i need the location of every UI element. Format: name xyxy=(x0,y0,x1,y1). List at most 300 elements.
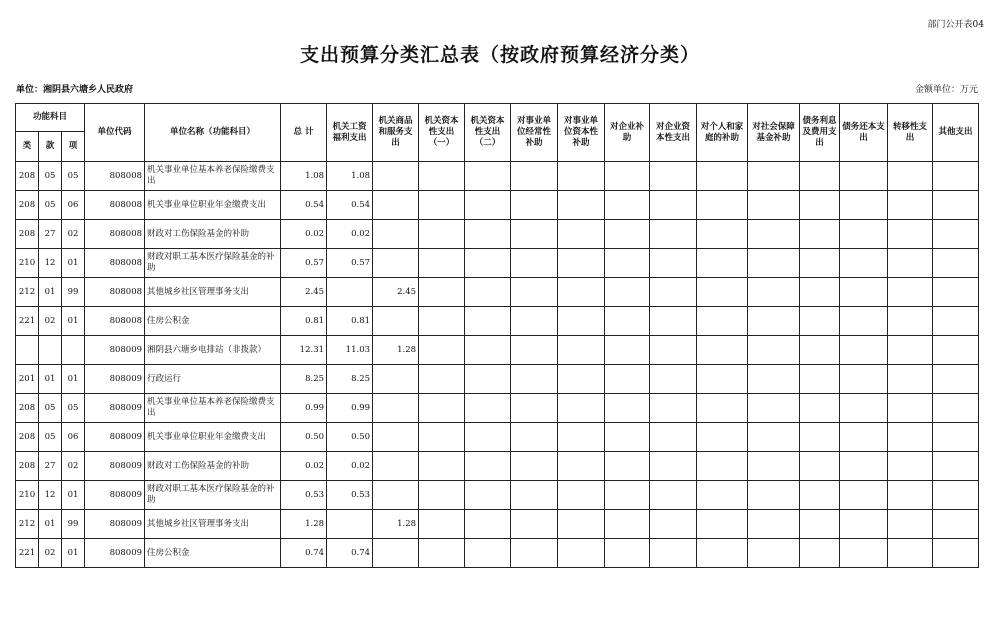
header-c5: 对事业单位经常性补助 xyxy=(511,104,558,162)
table-row xyxy=(16,394,979,423)
cell-c12 xyxy=(840,162,888,191)
cell-c8 xyxy=(650,336,697,365)
table-row xyxy=(16,452,979,481)
cell-c5 xyxy=(511,307,558,336)
table-row xyxy=(16,365,979,394)
cell-c13 xyxy=(888,423,933,452)
cell-c14 xyxy=(933,481,979,510)
cell-c14 xyxy=(933,336,979,365)
unit-name-text: 机关事业单位职业年金缴费支出 xyxy=(147,431,267,442)
cell-xiang: 01 xyxy=(62,481,85,510)
cell-c12 xyxy=(840,220,888,249)
cell-xiang: 05 xyxy=(62,394,85,423)
cell-c5 xyxy=(511,220,558,249)
cell-c11 xyxy=(800,162,840,191)
cell-c1: 0.74 xyxy=(327,539,373,568)
unit-name-text: 机关事业单位基本养老保险缴费支出 xyxy=(147,397,275,418)
cell-c4 xyxy=(465,336,511,365)
cell-total: 0.02 xyxy=(281,452,327,481)
cell-c10 xyxy=(748,278,800,307)
cell-total: 0.99 xyxy=(281,394,327,423)
cell-c4 xyxy=(465,307,511,336)
cell-total: 1.08 xyxy=(281,162,327,191)
cell-c7 xyxy=(605,220,650,249)
cell-unit-code: 808009 xyxy=(85,336,145,365)
cell-c3 xyxy=(419,365,465,394)
cell-c14 xyxy=(933,220,979,249)
table-row xyxy=(16,510,979,539)
cell-xiang: 06 xyxy=(62,191,85,220)
cell-c11 xyxy=(800,278,840,307)
cell-c3 xyxy=(419,510,465,539)
cell-c12 xyxy=(840,307,888,336)
cell-c10 xyxy=(748,452,800,481)
cell-unit-name xyxy=(145,510,281,539)
cell-c14 xyxy=(933,423,979,452)
cell-c5 xyxy=(511,394,558,423)
cell-unit-name xyxy=(145,220,281,249)
cell-c8 xyxy=(650,539,697,568)
cell-c6 xyxy=(558,249,605,278)
cell-c5 xyxy=(511,510,558,539)
unit-name-text: 机关事业单位基本养老保险缴费支出 xyxy=(147,165,275,186)
cell-c13 xyxy=(888,510,933,539)
cell-unit-name xyxy=(145,394,281,423)
cell-c3 xyxy=(419,452,465,481)
cell-c4 xyxy=(465,249,511,278)
cell-unit-name xyxy=(145,249,281,278)
cell-unit-code: 808009 xyxy=(85,452,145,481)
cell-c11 xyxy=(800,191,840,220)
cell-xiang xyxy=(62,336,85,365)
cell-c13 xyxy=(888,336,933,365)
cell-c10 xyxy=(748,162,800,191)
cell-c1: 8.25 xyxy=(327,365,373,394)
cell-c7 xyxy=(605,278,650,307)
cell-lei: 221 xyxy=(16,539,39,568)
header-c8: 对企业资本性支出 xyxy=(650,104,697,162)
cell-c1: 0.02 xyxy=(327,220,373,249)
cell-c7 xyxy=(605,307,650,336)
cell-c4 xyxy=(465,191,511,220)
cell-c2: 1.28 xyxy=(373,510,419,539)
unit-name-text: 财政对职工基本医疗保险基金的补助 xyxy=(147,484,275,505)
unit-name-text: 财政对工伤保险基金的补助 xyxy=(147,460,250,471)
cell-c5 xyxy=(511,423,558,452)
header-xiang: 项 xyxy=(62,132,85,162)
header-func-subject: 功能科目 xyxy=(16,104,85,132)
unit-name-text: 财政对职工基本医疗保险基金的补助 xyxy=(147,252,275,273)
cell-c13 xyxy=(888,365,933,394)
cell-unit-code: 808008 xyxy=(85,162,145,191)
cell-c13 xyxy=(888,191,933,220)
cell-xiang: 01 xyxy=(62,365,85,394)
cell-c5 xyxy=(511,278,558,307)
cell-xiang: 99 xyxy=(62,278,85,307)
cell-kuan: 27 xyxy=(39,220,62,249)
cell-c6 xyxy=(558,220,605,249)
cell-c7 xyxy=(605,510,650,539)
cell-c14 xyxy=(933,365,979,394)
unit-name-text: 其他城乡社区管理事务支出 xyxy=(147,518,250,529)
cell-c9 xyxy=(697,220,748,249)
cell-c1: 0.50 xyxy=(327,423,373,452)
cell-c8 xyxy=(650,510,697,539)
cell-c10 xyxy=(748,481,800,510)
header-unit-code: 单位代码 xyxy=(85,104,145,162)
cell-c3 xyxy=(419,394,465,423)
cell-c12 xyxy=(840,336,888,365)
cell-unit-code: 808009 xyxy=(85,394,145,423)
cell-total: 0.53 xyxy=(281,481,327,510)
cell-c8 xyxy=(650,278,697,307)
cell-c1: 0.57 xyxy=(327,249,373,278)
cell-c9 xyxy=(697,539,748,568)
cell-total: 0.74 xyxy=(281,539,327,568)
cell-kuan: 27 xyxy=(39,452,62,481)
cell-unit-name xyxy=(145,539,281,568)
cell-c14 xyxy=(933,162,979,191)
table-row xyxy=(16,336,979,365)
cell-lei: 212 xyxy=(16,278,39,307)
cell-lei: 212 xyxy=(16,510,39,539)
cell-total: 0.50 xyxy=(281,423,327,452)
cell-kuan xyxy=(39,336,62,365)
cell-c6 xyxy=(558,510,605,539)
cell-unit-name xyxy=(145,278,281,307)
cell-c1: 0.54 xyxy=(327,191,373,220)
cell-c7 xyxy=(605,481,650,510)
cell-kuan: 02 xyxy=(39,539,62,568)
cell-c13 xyxy=(888,278,933,307)
cell-c10 xyxy=(748,220,800,249)
cell-c2: 1.28 xyxy=(373,336,419,365)
unit-label: 单位：湘阴县六塘乡人民政府 xyxy=(16,85,134,95)
cell-c14 xyxy=(933,539,979,568)
cell-c9 xyxy=(697,249,748,278)
cell-c4 xyxy=(465,394,511,423)
unit-name-text: 行政运行 xyxy=(147,373,182,384)
unit-name-text: 住房公积金 xyxy=(147,547,190,558)
cell-c6 xyxy=(558,191,605,220)
table-row xyxy=(16,539,979,568)
cell-xiang: 05 xyxy=(62,162,85,191)
cell-c8 xyxy=(650,191,697,220)
cell-c3 xyxy=(419,423,465,452)
cell-c11 xyxy=(800,510,840,539)
cell-c7 xyxy=(605,191,650,220)
cell-c11 xyxy=(800,423,840,452)
cell-c9 xyxy=(697,278,748,307)
cell-c4 xyxy=(465,539,511,568)
header-kuan: 款 xyxy=(39,132,62,162)
cell-unit-name xyxy=(145,365,281,394)
unit-name-text: 机关事业单位职业年金缴费支出 xyxy=(147,199,267,210)
cell-c7 xyxy=(605,249,650,278)
cell-c6 xyxy=(558,452,605,481)
cell-c5 xyxy=(511,249,558,278)
cell-c6 xyxy=(558,162,605,191)
cell-total: 0.54 xyxy=(281,191,327,220)
header-c13: 转移性支出 xyxy=(888,104,933,162)
cell-c1: 0.02 xyxy=(327,452,373,481)
form-number: 部门公开表04 xyxy=(927,20,984,30)
cell-c3 xyxy=(419,539,465,568)
cell-unit-code: 808009 xyxy=(85,481,145,510)
cell-c6 xyxy=(558,336,605,365)
cell-unit-code: 808008 xyxy=(85,278,145,307)
header-c10: 对社会保障基金补助 xyxy=(748,104,800,162)
cell-c8 xyxy=(650,162,697,191)
table-row xyxy=(16,220,979,249)
cell-total: 1.28 xyxy=(281,510,327,539)
cell-kuan: 12 xyxy=(39,481,62,510)
cell-c7 xyxy=(605,423,650,452)
cell-lei: 210 xyxy=(16,249,39,278)
cell-unit-name xyxy=(145,191,281,220)
cell-c9 xyxy=(697,423,748,452)
cell-xiang: 99 xyxy=(62,510,85,539)
cell-c12 xyxy=(840,452,888,481)
cell-c13 xyxy=(888,307,933,336)
cell-c11 xyxy=(800,336,840,365)
header-c4: 机关资本性支出（二） xyxy=(465,104,511,162)
cell-c9 xyxy=(697,510,748,539)
cell-c10 xyxy=(748,539,800,568)
cell-c10 xyxy=(748,510,800,539)
cell-c4 xyxy=(465,452,511,481)
cell-unit-code: 808008 xyxy=(85,249,145,278)
cell-c9 xyxy=(697,365,748,394)
cell-c10 xyxy=(748,423,800,452)
cell-c13 xyxy=(888,249,933,278)
cell-c13 xyxy=(888,394,933,423)
cell-c1 xyxy=(327,510,373,539)
unit-name-text: 住房公积金 xyxy=(147,315,190,326)
cell-c13 xyxy=(888,452,933,481)
cell-unit-code: 808009 xyxy=(85,510,145,539)
cell-unit-name xyxy=(145,307,281,336)
cell-c6 xyxy=(558,278,605,307)
cell-c8 xyxy=(650,307,697,336)
cell-c10 xyxy=(748,307,800,336)
cell-c13 xyxy=(888,220,933,249)
header-c3: 机关资本性支出（一） xyxy=(419,104,465,162)
cell-c10 xyxy=(748,191,800,220)
cell-c2 xyxy=(373,162,419,191)
header-lei: 类 xyxy=(16,132,39,162)
cell-c3 xyxy=(419,249,465,278)
cell-c4 xyxy=(465,423,511,452)
cell-c6 xyxy=(558,307,605,336)
cell-c7 xyxy=(605,539,650,568)
cell-c5 xyxy=(511,481,558,510)
cell-c1 xyxy=(327,278,373,307)
cell-xiang: 01 xyxy=(62,307,85,336)
cell-c6 xyxy=(558,539,605,568)
cell-xiang: 02 xyxy=(62,220,85,249)
cell-c1: 0.99 xyxy=(327,394,373,423)
cell-unit-name xyxy=(145,481,281,510)
cell-c8 xyxy=(650,423,697,452)
cell-c3 xyxy=(419,220,465,249)
cell-c7 xyxy=(605,452,650,481)
cell-c11 xyxy=(800,481,840,510)
cell-c4 xyxy=(465,365,511,394)
cell-c11 xyxy=(800,394,840,423)
cell-c11 xyxy=(800,452,840,481)
cell-c6 xyxy=(558,481,605,510)
cell-c12 xyxy=(840,423,888,452)
cell-c10 xyxy=(748,365,800,394)
cell-c8 xyxy=(650,220,697,249)
cell-kuan: 12 xyxy=(39,249,62,278)
amount-unit-label: 金额单位：万元 xyxy=(914,85,978,95)
cell-c8 xyxy=(650,481,697,510)
cell-c11 xyxy=(800,249,840,278)
cell-lei: 208 xyxy=(16,162,39,191)
cell-c9 xyxy=(697,394,748,423)
cell-c4 xyxy=(465,220,511,249)
cell-c10 xyxy=(748,394,800,423)
cell-c2 xyxy=(373,394,419,423)
header-c11: 债务利息及费用支出 xyxy=(800,104,840,162)
cell-total: 0.57 xyxy=(281,249,327,278)
cell-c12 xyxy=(840,481,888,510)
cell-c4 xyxy=(465,278,511,307)
cell-c5 xyxy=(511,365,558,394)
header-c9: 对个人和家庭的补助 xyxy=(697,104,748,162)
cell-kuan: 05 xyxy=(39,423,62,452)
cell-kuan: 05 xyxy=(39,162,62,191)
cell-unit-code: 808008 xyxy=(85,191,145,220)
cell-c1: 11.03 xyxy=(327,336,373,365)
cell-kuan: 02 xyxy=(39,307,62,336)
cell-c2: 2.45 xyxy=(373,278,419,307)
cell-unit-code: 808009 xyxy=(85,539,145,568)
header-unit-name: 单位名称（功能科目） xyxy=(145,104,281,162)
cell-c11 xyxy=(800,365,840,394)
header-c1: 机关工资福利支出 xyxy=(327,104,373,162)
cell-c5 xyxy=(511,539,558,568)
cell-c7 xyxy=(605,394,650,423)
cell-kuan: 01 xyxy=(39,510,62,539)
cell-kuan: 01 xyxy=(39,365,62,394)
cell-unit-code: 808008 xyxy=(85,220,145,249)
cell-c3 xyxy=(419,278,465,307)
cell-c1: 1.08 xyxy=(327,162,373,191)
cell-c12 xyxy=(840,539,888,568)
cell-unit-name xyxy=(145,423,281,452)
cell-c7 xyxy=(605,162,650,191)
cell-c9 xyxy=(697,191,748,220)
cell-c5 xyxy=(511,336,558,365)
header-total: 总 计 xyxy=(281,104,327,162)
table-row xyxy=(16,249,979,278)
cell-lei: 208 xyxy=(16,220,39,249)
table-row xyxy=(16,191,979,220)
table-row xyxy=(16,423,979,452)
table-row xyxy=(16,481,979,510)
cell-xiang: 06 xyxy=(62,423,85,452)
cell-c4 xyxy=(465,510,511,539)
cell-c12 xyxy=(840,278,888,307)
cell-c14 xyxy=(933,510,979,539)
cell-c14 xyxy=(933,191,979,220)
unit-name-text: 财政对工伤保险基金的补助 xyxy=(147,228,250,239)
cell-xiang: 02 xyxy=(62,452,85,481)
cell-total: 8.25 xyxy=(281,365,327,394)
cell-c3 xyxy=(419,191,465,220)
unit-name-text: 湘阴县六塘乡电排站（非拨款） xyxy=(147,344,267,355)
cell-c1: 0.53 xyxy=(327,481,373,510)
cell-c8 xyxy=(650,452,697,481)
table-row xyxy=(16,278,979,307)
cell-xiang: 01 xyxy=(62,249,85,278)
cell-c6 xyxy=(558,423,605,452)
cell-c9 xyxy=(697,452,748,481)
cell-c12 xyxy=(840,191,888,220)
cell-c4 xyxy=(465,481,511,510)
cell-c2 xyxy=(373,365,419,394)
cell-c2 xyxy=(373,307,419,336)
cell-total: 2.45 xyxy=(281,278,327,307)
header-c7: 对企业补助 xyxy=(605,104,650,162)
cell-lei: 208 xyxy=(16,394,39,423)
cell-c3 xyxy=(419,162,465,191)
cell-c2 xyxy=(373,423,419,452)
cell-c3 xyxy=(419,481,465,510)
cell-c14 xyxy=(933,278,979,307)
cell-c14 xyxy=(933,394,979,423)
cell-c5 xyxy=(511,191,558,220)
cell-c12 xyxy=(840,249,888,278)
cell-c2 xyxy=(373,481,419,510)
cell-unit-code: 808009 xyxy=(85,365,145,394)
cell-lei: 208 xyxy=(16,191,39,220)
cell-c13 xyxy=(888,539,933,568)
header-c12: 债务还本支出 xyxy=(840,104,888,162)
table-row xyxy=(16,307,979,336)
cell-c9 xyxy=(697,336,748,365)
cell-c12 xyxy=(840,365,888,394)
unit-name-text: 其他城乡社区管理事务支出 xyxy=(147,286,250,297)
cell-kuan: 01 xyxy=(39,278,62,307)
cell-lei: 210 xyxy=(16,481,39,510)
cell-unit-name xyxy=(145,336,281,365)
cell-c8 xyxy=(650,394,697,423)
header-c14: 其他支出 xyxy=(933,104,979,162)
cell-c8 xyxy=(650,249,697,278)
cell-c3 xyxy=(419,307,465,336)
cell-lei: 221 xyxy=(16,307,39,336)
cell-c10 xyxy=(748,249,800,278)
header-c6: 对事业单位资本性补助 xyxy=(558,104,605,162)
cell-c5 xyxy=(511,452,558,481)
cell-lei: 201 xyxy=(16,365,39,394)
cell-c2 xyxy=(373,249,419,278)
cell-c1: 0.81 xyxy=(327,307,373,336)
cell-c9 xyxy=(697,481,748,510)
cell-total: 0.81 xyxy=(281,307,327,336)
cell-c10 xyxy=(748,336,800,365)
cell-lei xyxy=(16,336,39,365)
page-title: 支出预算分类汇总表（按政府预算经济分类） xyxy=(299,44,700,66)
cell-c6 xyxy=(558,394,605,423)
cell-c13 xyxy=(888,481,933,510)
cell-unit-name xyxy=(145,452,281,481)
cell-c3 xyxy=(419,336,465,365)
